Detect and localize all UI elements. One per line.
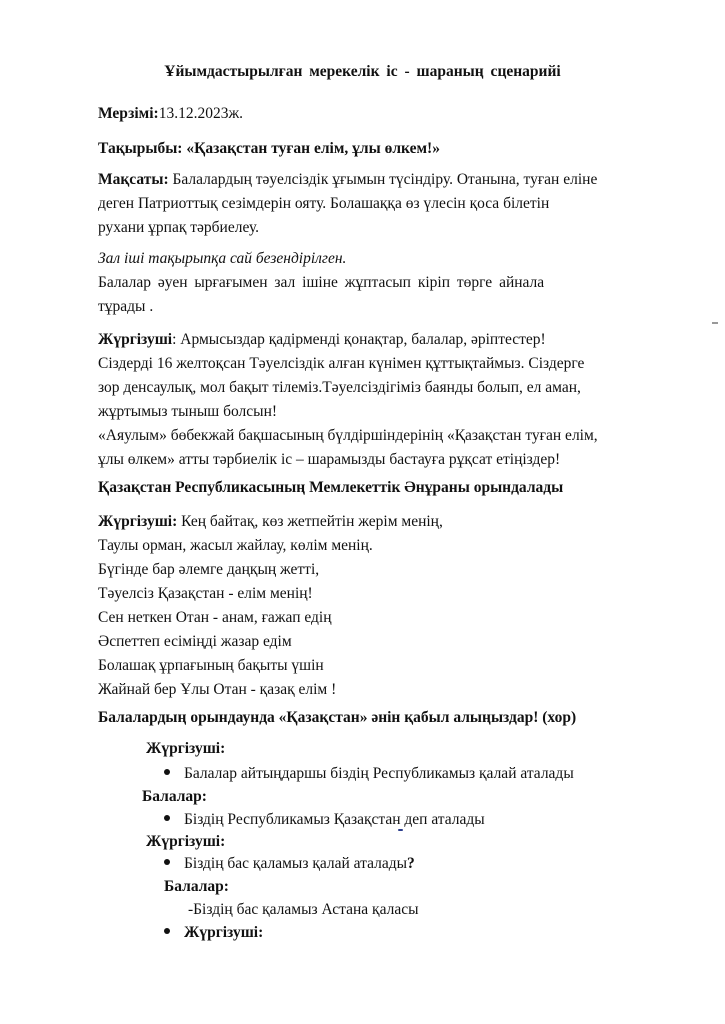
date-line [98,102,688,126]
song-line [98,706,688,730]
hall-paragraph [98,247,688,319]
topic-text: Тақырыбы: «Қазақстан туған елім, ұлы өлкем!» [98,140,440,157]
poem-line-4: Тәуелсіз Қазақстан - елім менің! [98,585,313,602]
anthem-line [98,476,688,500]
poem-line-2: Таулы орман, жасыл жайлау, көлім менің. [98,537,373,554]
poem-line-1: Кең байтақ, көз жетпейтін жерім менің, [177,513,443,530]
date-value: 13.12.2023ж. [158,105,244,122]
dialogue-kids-label-1: Балалар: [142,788,207,805]
host-greeting-line-1: : Армысыздар қадірменді қонақтар, балалар, әріптестер! [172,331,546,348]
poem-line-5: Сен неткен Отан - анам, ғажап едің [98,609,332,626]
scan-speck [712,322,718,324]
goal-line-3: рухани ұрпақ тәрбиелеу. [98,219,260,236]
poem-paragraph [98,510,688,702]
hall-line-2: тұрады . [98,298,154,315]
dialogue-answer-1: Біздің Республикамыз Қазақстан деп аталады [184,811,485,828]
bullet-icon [164,928,170,934]
host-greeting-line-6: ұлы өлкем» атты тәрбиелік іс – шарамызды бастауға рұқсат етіңіздер! [98,451,561,468]
host-greeting-paragraph [98,328,688,472]
dialogue-bullet-2 [164,808,485,832]
dialogue-host-label-2: Жүргізуші: [146,833,226,850]
dialogue-bullet-1 [164,762,574,786]
poem-line-3: Бүгінде бар әлемге даңқың жетті, [98,561,320,578]
dialogue-question-mark: ? [407,855,415,872]
dialogue-host-label-1: Жүргізуші: [146,740,226,757]
topic-line [98,137,688,161]
dialogue-host-label-3: Жүргізуші: [184,924,264,941]
hall-italic-line: Зал іші тақырыпқа сай безендірілген. [98,250,347,267]
date-label: Мерзімі: [98,105,159,122]
goal-paragraph [98,168,688,240]
poem-line-6: Әспеттеп есіміңді жазар едім [98,633,292,650]
bullet-icon [164,859,170,865]
poem-label: Жүргізуші: [98,513,178,530]
dialogue-bullet-4 [164,921,263,945]
poem-line-7: Болашақ ұрпағының бақыты үшін [98,657,324,674]
host-greeting-label: Жүргізуші [98,331,173,348]
ink-speck [398,829,403,831]
hall-line-1: Балалар әуен ырғағымен зал ішіне жұптасып кіріп төрге айнала [98,274,545,291]
goal-label: Мақсаты: [98,171,169,188]
dialogue-question-1: Балалар айтыңдаршы біздің Республикамыз қалай аталады [184,765,574,782]
anthem-text: Қазақстан Республикасының Мемлекеттік Әнұраны орындалады [98,479,564,496]
host-greeting-line-5: «Аяулым» бөбекжай бақшасының бүлдіршіндерінің «Қазақстан туған елім, [98,427,598,444]
bullet-icon [164,815,170,821]
dialogue-question-2: Біздің бас қаламыз қалай аталады [184,855,408,872]
goal-line-1: Балалардың тәуелсіздік ұғымын түсіндіру. Отанына, туған еліне [168,171,598,188]
host-greeting-line-3: зор денсаулық, мол бақыт тілеміз.Тәуелсіздігіміз баянды болып, ел аман, [98,379,581,396]
dialogue-kids-label-2: Балалар: [164,878,229,895]
dialogue-bullet-3 [164,852,415,876]
poem-line-8: Жайнай бер Ұлы Отан - қазақ елім ! [98,681,337,698]
dialogue-answer-2: -Біздің бас қаламыз Астана қаласы [188,901,419,918]
host-greeting-line-2: Сіздерді 16 желтоқсан Тәуелсіздік алған күнімен құттықтаймыз. Сіздерге [98,355,585,372]
document-title: Ұйымдастырылған мерекелік іс - шараның сценарийі [164,63,561,80]
goal-line-2: деген Патриоттық сезімдерін ояту. Болашаққа өз үлесін қоса білетін [98,195,550,212]
bullet-icon [164,769,170,775]
song-text: Балалардың орындаунда «Қазақстан» әнін қабыл алыңыздар! (хор) [98,709,577,726]
host-greeting-line-4: жұртымыз тыныш болсын! [98,403,278,420]
